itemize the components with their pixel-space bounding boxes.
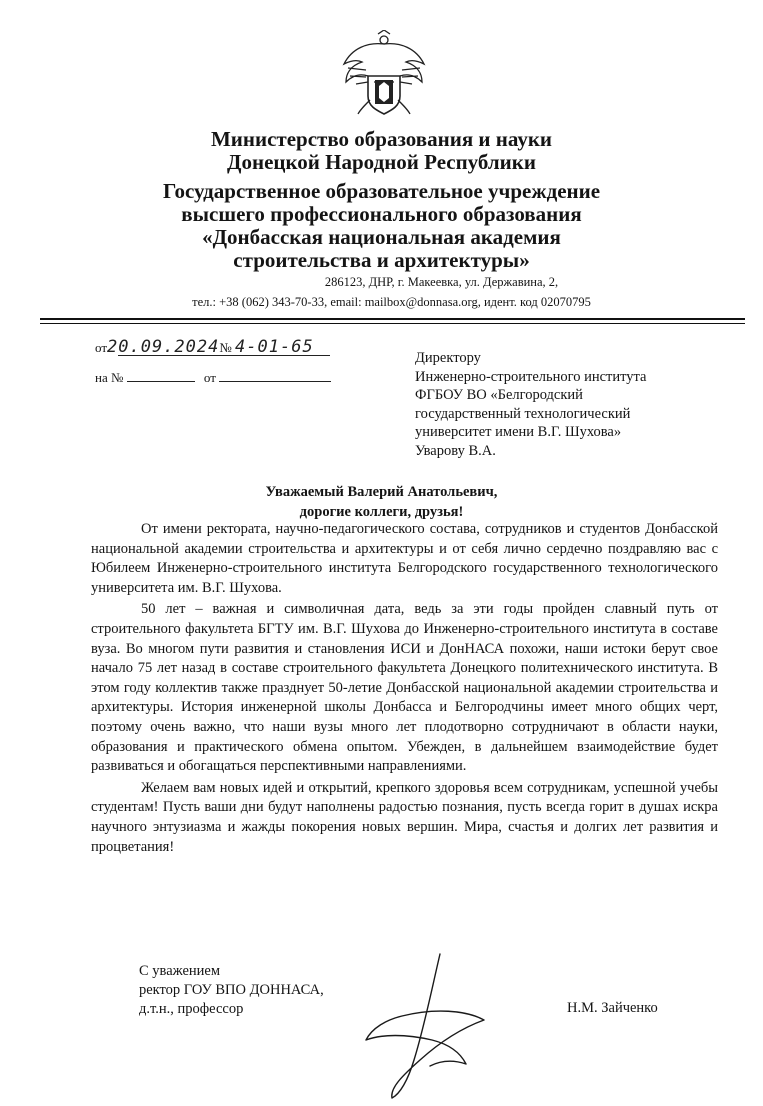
- outgoing-reference: [95, 337, 314, 357]
- body-paragraph-1: От имени ректората, научно-педагогического состава, сотрудников и студентов Донбасской национальной академии строительства и архитектуры и от себя лично сердечно поздравляю вас с Юбилеем Инженерно-строительного института Белгородского государственного технологического университета им. В.Г. Шухова.: [91, 521, 718, 596]
- ministry-line-1: Министерство образования и науки: [210, 127, 553, 151]
- reply-number-blank: [127, 369, 195, 382]
- header-divider-thin: [40, 323, 745, 324]
- header-divider-thick: [40, 318, 745, 320]
- salutation-line-2: дорогие коллеги, друзья!: [299, 504, 464, 520]
- coat-of-arms-icon: [338, 30, 430, 116]
- addressee-line-2: Инженерно-строительного института: [415, 368, 647, 385]
- institution-heading: [0, 180, 763, 272]
- reply-reference: [95, 369, 331, 386]
- institution-line-1: Государственное образовательное учреждение: [162, 179, 601, 203]
- from-prefix: от: [95, 340, 108, 355]
- ministry-heading: [0, 128, 763, 174]
- salutation: [0, 482, 763, 522]
- reply-number-label: на №: [95, 370, 124, 385]
- addressee-block: [415, 349, 646, 461]
- letter-body: [91, 520, 718, 859]
- salutation-line-1: Уважаемый Валерий Анатольевич,: [265, 484, 498, 500]
- institution-line-3: «Донбасская национальная академия: [202, 225, 561, 249]
- closing-line-2: ректор ГОУ ВПО ДОННАСА,: [139, 982, 324, 998]
- postal-address: 286123, ДНР, г. Макеевка, ул. Державина, 2,: [324, 275, 559, 289]
- signature-icon: [362, 948, 497, 1100]
- body-paragraph-2: 50 лет – важная и символичная дата, ведь за эти годы пройден славный путь от строительного факультета БГТУ им. В.Г. Шухова до Инженерно-строительного института в составе вуза. Во многом пути развития и становления ИСИ и ДонНАСА похожи, наши истоки берут свое начало 75 лет назад в составе строительного факультета Донецкого политехнического института. В этом году коллектив также празднует 50-летие Донбасской национальной академии строительства и архитектуры. История инженерной школы Донбасса и Белгородчины имеет много общих черт, поэтому очень важно, что наши вузы много лет плодотворно сотрудничают в области науки, образования и практического обмена опытом. Убежден, в дальнейшем взаимодействие будет развиваться и обогащаться перспективными направлениями.: [91, 601, 718, 775]
- ministry-line-2: Донецкой Народной Республики: [227, 150, 536, 174]
- contact-details: тел.: +38 (062) 343-70-33, email: mailbox@donnasa.org, идент. код 02070795: [192, 295, 591, 309]
- closing-block: [139, 962, 324, 1019]
- reference-underline: [118, 355, 330, 356]
- addressee-line-3: ФГБОУ ВО «Белгородский: [415, 387, 583, 404]
- institution-line-4: строительства и архитектуры»: [233, 248, 530, 272]
- addressee-line-1: Директору: [415, 350, 481, 366]
- number-sign: №: [219, 340, 232, 355]
- reply-date-blank: [219, 369, 331, 382]
- outgoing-number: 4-01-65: [235, 337, 314, 357]
- body-paragraph-3: Желаем вам новых идей и открытий, крепкого здоровья всем сотрудникам, успешной учебы студентам! Пусть ваши дни будут наполнены радостью познания, пусть всегда горит в душах искра научного энтузиазма и жажды покорения новых вершин. Мира, счастья и долгих лет развития и процветания!: [91, 779, 718, 855]
- closing-line-3: д.т.н., профессор: [139, 1001, 244, 1017]
- signer-name: Н.М. Зайченко: [567, 1000, 658, 1016]
- outgoing-date: 20.09.2024: [107, 337, 220, 357]
- reply-from-label: от: [203, 370, 216, 385]
- addressee-line-4: государственный технологический: [415, 405, 631, 422]
- closing-line-1: С уважением: [139, 963, 221, 979]
- addressee-line-5: университет имени В.Г. Шухова»: [415, 424, 622, 441]
- institution-line-2: высшего профессионального образования: [181, 202, 582, 226]
- addressee-line-6: Уварову В.А.: [415, 442, 496, 459]
